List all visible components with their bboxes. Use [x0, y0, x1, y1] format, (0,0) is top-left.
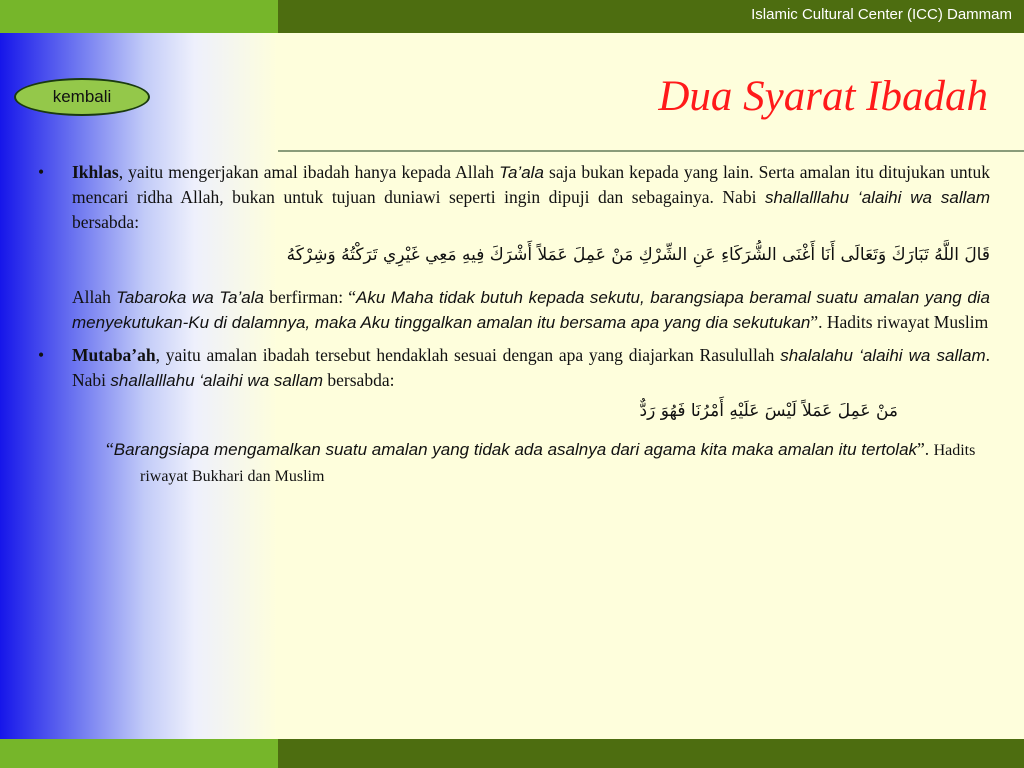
text-segment: , yaitu amalan ibadah tersebut hendaklah sesuai dengan apa yang diajarkan Rasulullah	[155, 345, 781, 365]
title-divider	[278, 150, 1024, 152]
bullet-text	[72, 160, 990, 235]
italic-segment: Ta’ala	[499, 163, 544, 182]
text-segment: ”.	[917, 439, 934, 459]
text-segment: saja bukan kepada yang lain. Serta amalan itu ditujukan untuk mencari ridha Allah, bukan untuk tujuan duniawi seperti ingin dipuji dan sebagainya. Nabi	[72, 162, 990, 207]
hadith-source: Hadits riwayat Bukhari dan Muslim	[140, 442, 976, 485]
italic-segment: shallalllahu ‘alaihi wa sallam	[110, 371, 324, 390]
text-segment: . Nabi	[72, 345, 990, 390]
translation-1	[72, 285, 990, 335]
slide-title: Dua Syarat Ibadah	[658, 73, 988, 120]
term-ikhlas: Ikhlas	[72, 162, 119, 182]
arabic-hadith-2: مَنْ عَمِلَ عَمَلاً لَيْسَ عَلَيْهِ أَمْرُنَا فَهُوَ رَدٌّ	[639, 401, 898, 421]
quote-text: Barangsiapa mengamalkan suatu amalan yang tidak ada asalnya dari agama kita maka amalan itu tertolak	[113, 440, 918, 459]
bullet-text	[72, 343, 990, 393]
text-segment: , yaitu mengerjakan amal ibadah hanya kepada Allah	[118, 162, 500, 182]
slide-content	[38, 160, 990, 489]
text-segment: “	[106, 439, 114, 459]
bullet-mutabaah	[38, 343, 990, 393]
text-segment: berfirman: “	[263, 287, 357, 307]
text-segment: bersabda:	[323, 370, 395, 390]
text-segment: ”. Hadits riwayat Muslim	[810, 312, 989, 332]
arabic-hadith-1: قَالَ اللَّهُ تَبَارَكَ وَتَعَالَى أَنَا أَغْنَى الشُّرَكَاءِ عَنِ الشِّرْكِ مَنْ عَمِلَ عَمَلاً أَشْرَكَ فِيهِ مَعِي غَيْرِي تَرَكْتُهُ وَشِرْكَهُ	[286, 245, 990, 265]
text-segment: bersabda:	[72, 212, 140, 232]
footer-bar	[278, 739, 1024, 768]
header-bar	[278, 0, 1024, 33]
header-bar-accent	[0, 0, 278, 33]
italic-segment: shalalahu ‘alaihi wa sallam	[780, 346, 986, 365]
bullet-marker: •	[38, 345, 45, 365]
back-button-label: kembali	[52, 87, 112, 106]
italic-segment: shallalllahu ‘alaihi wa sallam	[764, 188, 990, 207]
quote-text: Aku Maha tidak butuh kepada sekutu, barangsiapa beramal suatu amalan yang dia menyekutukan-Ku di dalamnya, maka Aku tinggalkan amalan itu bersama apa yang dia sekutukan	[72, 288, 990, 332]
back-button[interactable]	[14, 78, 150, 116]
footer-bar-accent	[0, 739, 278, 768]
text-segment: Allah	[72, 287, 117, 307]
org-name: Islamic Cultural Center (ICC) Dammam	[751, 6, 1012, 23]
bullet-marker: •	[38, 162, 45, 182]
bullet-ikhlas	[38, 160, 990, 235]
translation-2	[84, 437, 990, 489]
term-mutabaah: Mutaba’ah	[72, 345, 156, 365]
italic-segment: Tabaroka wa Ta’ala	[116, 288, 264, 307]
